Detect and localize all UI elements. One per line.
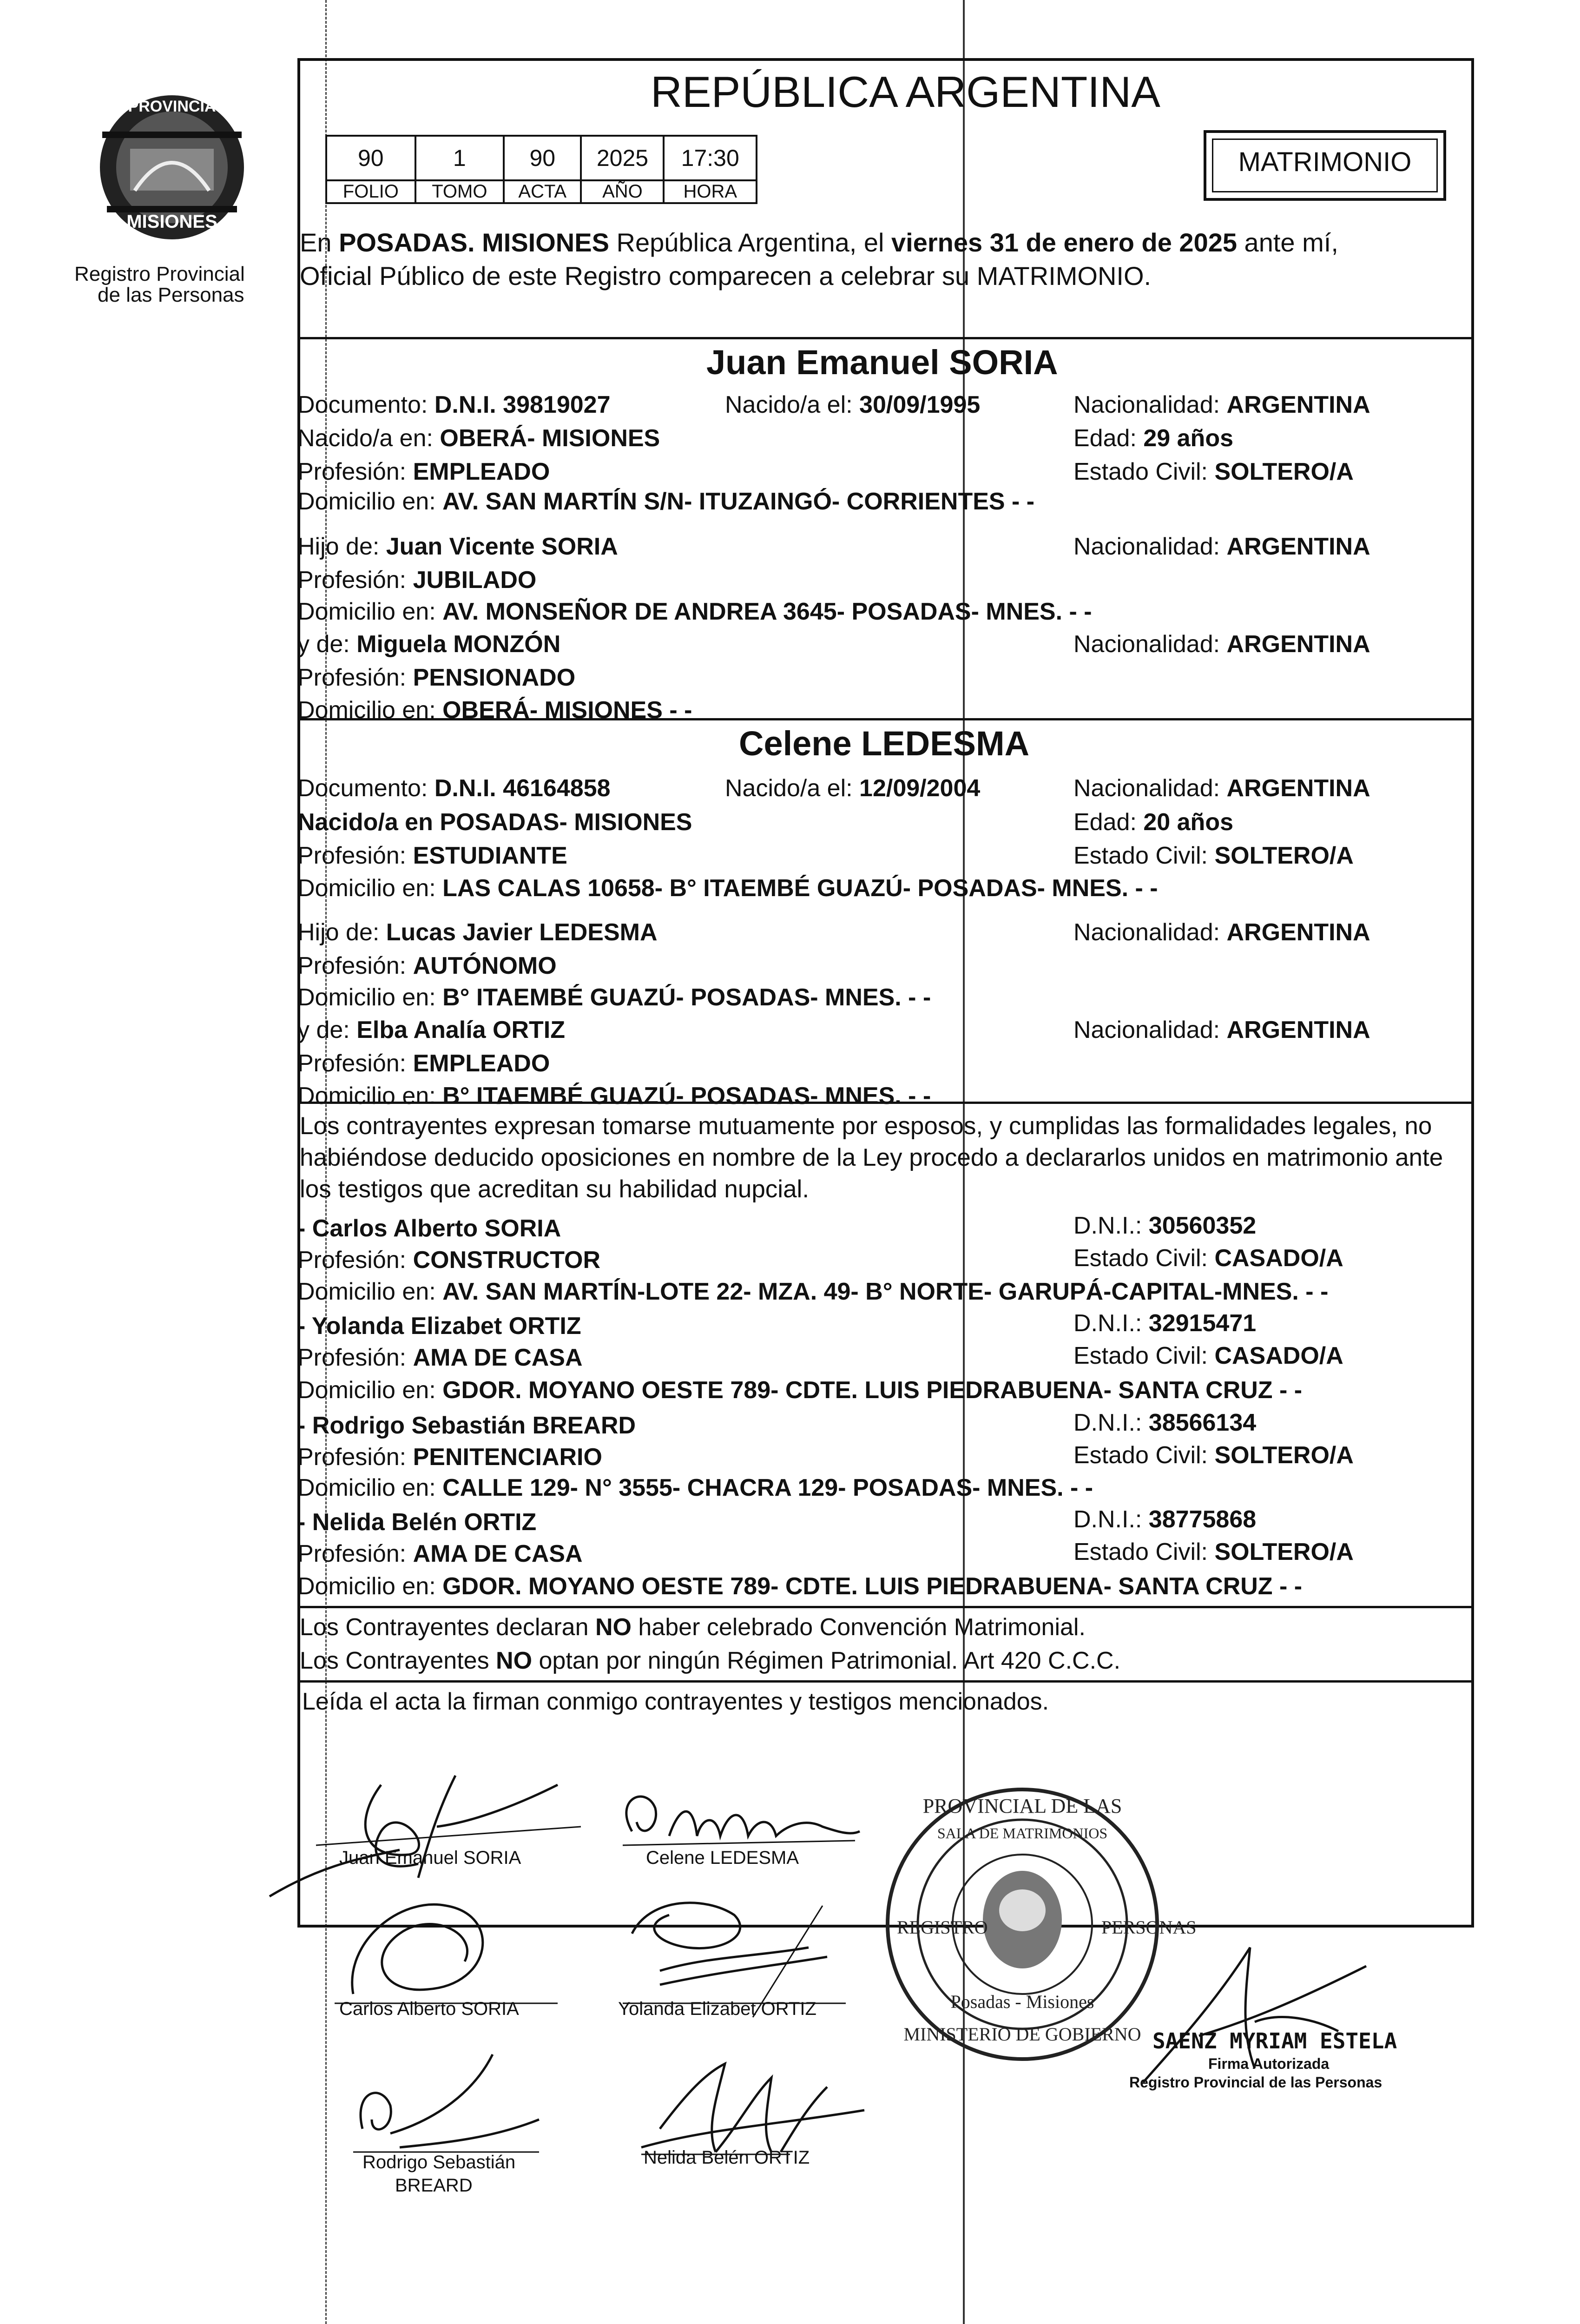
groom-mother-address: [297, 696, 692, 725]
field-value: ARGENTINA: [1226, 1017, 1370, 1043]
field-value: SOLTERO/A: [1214, 1442, 1354, 1469]
witness-1-address: [297, 1277, 1328, 1306]
signature-label-witness-2: Yolanda Elizabet ORTIZ: [618, 1999, 816, 2019]
witness-3-civil: [1073, 1441, 1354, 1470]
field-value: AV. MONSEÑOR DE ANDREA 3645- POSADAS- MNES. - -: [442, 598, 1092, 625]
field-value: 20 años: [1143, 809, 1233, 836]
field-label: Domicilio en:: [297, 1278, 443, 1305]
bride-mother: [297, 1016, 565, 1044]
field-label: Nacido/a el:: [725, 391, 860, 418]
witness-4-name: - Nelida Belén ORTIZ: [297, 1509, 537, 1536]
witness-2-name: - Yolanda Elizabet ORTIZ: [297, 1313, 581, 1340]
field-label: Domicilio en:: [297, 1573, 443, 1600]
field-label: Estado Civil:: [1073, 1538, 1215, 1565]
clause-emphasis: NO: [595, 1614, 632, 1641]
bride-address: [297, 874, 1158, 903]
field-label: D.N.I.:: [1073, 1310, 1149, 1337]
registry-tomo: 1: [415, 136, 504, 180]
groom-father-address: [297, 597, 1092, 626]
field-label: D.N.I.:: [1073, 1506, 1149, 1533]
field-value: AV. SAN MARTÍN-LOTE 22- MZA. 49- B° NORTE- GARUPÁ-CAPITAL-MNES. - -: [442, 1278, 1329, 1305]
logo-caption-line2: de las Personas: [98, 284, 244, 306]
groom-age: [1073, 424, 1233, 453]
registry-folio: 90: [326, 136, 415, 180]
signature-witness-1: [325, 1878, 567, 2017]
groom-profession: [297, 457, 550, 486]
registry-acta: 90: [504, 136, 581, 180]
field-value: SOLTERO/A: [1214, 1538, 1354, 1565]
bride-father-address: [297, 983, 931, 1012]
witness-1-dni: [1073, 1211, 1256, 1240]
field-label: y de:: [297, 1017, 357, 1043]
logo-caption-line1: Registro Provincial: [74, 263, 245, 285]
field-label: Profesión:: [297, 842, 413, 869]
field-label: Profesión:: [297, 952, 413, 979]
field-label: Estado Civil:: [1073, 1442, 1215, 1469]
field-label: Domicilio en:: [297, 1377, 443, 1404]
field-label: Nacionalidad:: [1073, 775, 1227, 802]
field-value: GDOR. MOYANO OESTE 789- CDTE. LUIS PIEDRABUENA- SANTA CRUZ - -: [442, 1573, 1303, 1600]
registry-label: HORA: [664, 180, 757, 203]
witness-1-name: - Carlos Alberto SORIA: [297, 1215, 561, 1242]
field-value: 32915471: [1148, 1310, 1257, 1337]
bride-document: [297, 774, 611, 803]
divider-clauses: [297, 1680, 1471, 1683]
intro-text: En: [300, 228, 339, 257]
groom-father-profession: [297, 566, 536, 594]
officer-role: Firma Autorizada: [1208, 2055, 1330, 2072]
field-value: ARGENTINA: [1226, 631, 1370, 658]
witness-2-profession: [297, 1343, 583, 1372]
signature-label-bride: Celene LEDESMA: [646, 1848, 799, 1868]
field-label: Profesión:: [297, 1444, 413, 1471]
field-label: D.N.I.:: [1073, 1409, 1149, 1436]
field-label: Hijo de:: [297, 919, 386, 946]
field-label: Nacionalidad:: [1073, 1017, 1227, 1043]
field-value: EMPLEADO: [413, 1050, 550, 1077]
field-label: Profesión:: [297, 1540, 413, 1567]
bride-civil-status: [1073, 841, 1354, 870]
intro-place: POSADAS. MISIONES: [339, 228, 609, 257]
field-label: D.N.I.:: [1073, 1212, 1149, 1239]
field-label: Documento:: [297, 775, 434, 802]
field-label: Nacionalidad:: [1073, 919, 1227, 946]
witness-2-dni: [1073, 1309, 1256, 1338]
field-value: 30/09/1995: [859, 391, 981, 418]
record-type-badge: [1204, 130, 1446, 201]
field-label: Hijo de:: [297, 533, 386, 560]
witness-3-name: - Rodrigo Sebastián BREARD: [297, 1412, 636, 1439]
clause-text: optan por ningún Régimen Patrimonial. Art 420 C.C.C.: [532, 1647, 1121, 1674]
field-value: GDOR. MOYANO OESTE 789- CDTE. LUIS PIEDRABUENA- SANTA CRUZ - -: [442, 1377, 1303, 1404]
field-value: 12/09/2004: [859, 775, 981, 802]
field-value: Miguela MONZÓN: [356, 631, 561, 658]
field-label: Domicilio en:: [297, 875, 443, 902]
registry-label: ACTA: [504, 180, 581, 203]
signature-witness-3: [325, 2036, 567, 2166]
field-label: Nacido/a en:: [297, 425, 440, 452]
clause-regime: [300, 1646, 1120, 1675]
field-label: Estado Civil:: [1073, 458, 1215, 485]
groom-nationality: [1073, 390, 1370, 419]
field-value: ARGENTINA: [1226, 919, 1370, 946]
registry-anio: 2025: [581, 136, 664, 180]
field-label: y de:: [297, 631, 357, 658]
registry-hora: 17:30: [664, 136, 757, 180]
field-label: Profesión:: [297, 1050, 413, 1077]
witness-2-address: [297, 1376, 1302, 1405]
witness-4-address: [297, 1572, 1302, 1601]
field-value: ARGENTINA: [1226, 775, 1370, 802]
bride-profession: [297, 841, 567, 870]
svg-text:SALA DE MATRIMONIOS: SALA DE MATRIMONIOS: [937, 1825, 1108, 1842]
clause-text: haber celebrado Convención Matrimonial.: [631, 1614, 1086, 1641]
field-label: Estado Civil:: [1073, 1245, 1215, 1272]
groom-mother: [297, 630, 560, 659]
field-label: Profesión:: [297, 664, 413, 691]
bride-father-profession: [297, 951, 557, 980]
field-label: Profesión:: [297, 567, 413, 594]
field-label: Nacionalidad:: [1073, 533, 1227, 560]
field-value: OBERÁ- MISIONES - -: [442, 697, 692, 724]
closing-statement: Leída el acta la firman conmigo contrayentes y testigos mencionados.: [302, 1688, 1049, 1715]
clause-text: Los Contrayentes declaran: [300, 1614, 595, 1641]
field-value: Lucas Javier LEDESMA: [386, 919, 658, 946]
witness-4-dni: [1073, 1505, 1256, 1534]
field-value: 38566134: [1148, 1409, 1257, 1436]
clause-text: Los Contrayentes: [300, 1647, 496, 1674]
field-label: Domicilio en:: [297, 598, 443, 625]
intro-text: ante mí,: [1237, 228, 1338, 257]
field-value: ARGENTINA: [1226, 533, 1370, 560]
field-value: Elba Analía ORTIZ: [356, 1017, 565, 1043]
field-label: Nacionalidad:: [1073, 391, 1227, 418]
svg-text:MINISTERIO DE GOBIERNO: MINISTERIO DE GOBIERNO: [903, 2024, 1141, 2045]
signature-witness-4: [632, 2036, 874, 2166]
signature-label-witness-3-line2: BREARD: [395, 2175, 473, 2196]
svg-text:Posadas - Misiones: Posadas - Misiones: [950, 1991, 1094, 2012]
field-label: Edad:: [1073, 809, 1144, 836]
divider-witnesses: [297, 1606, 1471, 1608]
groom-birthdate: [725, 390, 980, 419]
groom-civil-status: [1073, 457, 1354, 486]
witness-3-profession: [297, 1443, 602, 1472]
declaration-line3: los testigos que acreditan su habilidad nupcial.: [300, 1175, 810, 1203]
bride-birthdate: [725, 774, 980, 803]
field-label: Edad:: [1073, 425, 1144, 452]
field-value: CALLE 129- N° 3555- CHACRA 129- POSADAS- MNES. - -: [442, 1474, 1093, 1501]
field-value: LAS CALAS 10658- B° ITAEMBÉ GUAZÚ- POSADAS- MNES. - -: [442, 875, 1158, 902]
svg-text:REGISTRO: REGISTRO: [897, 1917, 988, 1938]
witness-3-address: [297, 1473, 1093, 1502]
declaration-line2: habiéndose deducido oposiciones en nombre de la Ley procedo a declararlos unidos en matrimonio ante: [300, 1144, 1443, 1171]
witness-1-profession: [297, 1246, 600, 1274]
field-label: Profesión:: [297, 1247, 413, 1274]
field-value: AV. SAN MARTÍN S/N- ITUZAINGÓ- CORRIENTES - -: [442, 488, 1035, 515]
groom-father-nationality: [1073, 532, 1370, 561]
provincial-logo: [74, 79, 270, 306]
official-seal-icon: [878, 1780, 1197, 2068]
registry-label: FOLIO: [326, 180, 415, 203]
field-label: Domicilio en:: [297, 697, 443, 724]
witness-3-dni: [1073, 1408, 1256, 1437]
signature-witness-2: [613, 1878, 855, 2017]
field-value: AMA DE CASA: [413, 1540, 583, 1567]
registry-label: AÑO: [581, 180, 664, 203]
signature-label-witness-4: Nelida Belén ORTIZ: [644, 2147, 810, 2168]
field-label: Domicilio en:: [297, 1083, 443, 1109]
svg-text:MISIONES: MISIONES: [126, 211, 217, 232]
field-value: SOLTERO/A: [1214, 842, 1354, 869]
groom-mother-profession: [297, 663, 575, 692]
groom-document: [297, 390, 611, 419]
bride-nationality: [1073, 774, 1370, 803]
field-value: 29 años: [1143, 425, 1233, 452]
intro-line2: Oficial Público de este Registro comparecen a celebrar su MATRIMONIO.: [300, 261, 1152, 290]
registry-label: TOMO: [415, 180, 504, 203]
field-value: AUTÓNOMO: [413, 952, 557, 979]
field-value: PENSIONADO: [413, 664, 576, 691]
intro-date: viernes 31 de enero de 2025: [891, 228, 1237, 257]
field-value: SOLTERO/A: [1214, 458, 1354, 485]
field-label: Estado Civil:: [1073, 1342, 1215, 1369]
bride-father-nationality: [1073, 918, 1370, 947]
officer-office: Registro Provincial de las Personas: [1129, 2074, 1382, 2091]
field-value: CONSTRUCTOR: [413, 1247, 601, 1274]
field-value: OBERÁ- MISIONES: [440, 425, 660, 452]
field-label: Profesión:: [297, 1344, 413, 1371]
witness-4-profession: [297, 1539, 583, 1568]
divider-header: [297, 337, 1471, 339]
bride-father: [297, 918, 658, 947]
field-label: Documento:: [297, 391, 434, 418]
field-label: Estado Civil:: [1073, 842, 1215, 869]
witness-4-civil: [1073, 1538, 1354, 1566]
field-value: EMPLEADO: [413, 458, 550, 485]
field-value: CASADO/A: [1214, 1342, 1343, 1369]
clause-emphasis: NO: [496, 1647, 533, 1674]
record-type-label: MATRIMONIO: [1212, 139, 1438, 192]
groom-address: [297, 487, 1034, 516]
field-value: ESTUDIANTE: [413, 842, 567, 869]
witness-2-civil: [1073, 1341, 1343, 1370]
groom-name: Juan Emanuel SORIA: [706, 343, 1058, 382]
field-label: Domicilio en:: [297, 1474, 443, 1501]
signature-label-witness-1: Carlos Alberto SORIA: [339, 1999, 519, 2019]
svg-text:PERSONAS: PERSONAS: [1101, 1917, 1197, 1938]
bride-mother-profession: [297, 1049, 550, 1078]
field-value: 38775868: [1148, 1506, 1257, 1533]
field-label: Domicilio en:: [297, 488, 443, 515]
field-label: Domicilio en:: [297, 984, 443, 1011]
registry-table: [325, 135, 757, 204]
misiones-emblem-icon: [74, 79, 270, 265]
field-value: 30560352: [1148, 1212, 1257, 1239]
field-value: ARGENTINA: [1226, 391, 1370, 418]
field-label: Profesión:: [297, 458, 413, 485]
bride-mother-nationality: [1073, 1016, 1370, 1044]
field-value: B° ITAEMBÉ GUAZÚ- POSADAS- MNES. - -: [442, 984, 931, 1011]
signature-label-groom: Juan Emanuel SORIA: [339, 1848, 521, 1868]
field-value: D.N.I. 39819027: [434, 391, 611, 418]
groom-father: [297, 532, 618, 561]
declaration-line1: Los contrayentes expresan tomarse mutuamente por esposos, y cumplidas las formalidades legales, no: [300, 1112, 1432, 1140]
intro-text: República Argentina, el: [609, 228, 891, 257]
field-label: Nacionalidad:: [1073, 631, 1227, 658]
field-value: B° ITAEMBÉ GUAZÚ- POSADAS- MNES. - -: [442, 1083, 931, 1109]
intro-line1: [300, 227, 1338, 258]
groom-mother-nationality: [1073, 630, 1370, 659]
witness-1-civil: [1073, 1244, 1343, 1273]
field-value: Juan Vicente SORIA: [386, 533, 618, 560]
field-value: CASADO/A: [1214, 1245, 1343, 1272]
signature-label-witness-3-line1: Rodrigo Sebastián: [362, 2152, 516, 2172]
bride-birthplace: Nacido/a en POSADAS- MISIONES: [297, 809, 692, 836]
officer-name: SAENZ MYRIAM ESTELA: [1152, 2028, 1397, 2053]
bride-age: [1073, 808, 1233, 837]
bride-mother-address: [297, 1082, 931, 1110]
field-value: D.N.I. 46164858: [434, 775, 611, 802]
field-label: Nacido/a el:: [725, 775, 860, 802]
svg-text:PROVINCIAL DE LAS: PROVINCIAL DE LAS: [922, 1795, 1122, 1817]
field-value: AMA DE CASA: [413, 1344, 583, 1371]
field-value: PENITENCIARIO: [413, 1444, 602, 1471]
bride-name: Celene LEDESMA: [739, 724, 1030, 763]
groom-birthplace: [297, 424, 660, 453]
clause-convention: [300, 1613, 1086, 1642]
page-title: REPÚBLICA ARGENTINA: [651, 67, 1160, 116]
field-value: JUBILADO: [413, 567, 537, 594]
svg-text:PROVINCIA: PROVINCIA: [128, 98, 216, 115]
